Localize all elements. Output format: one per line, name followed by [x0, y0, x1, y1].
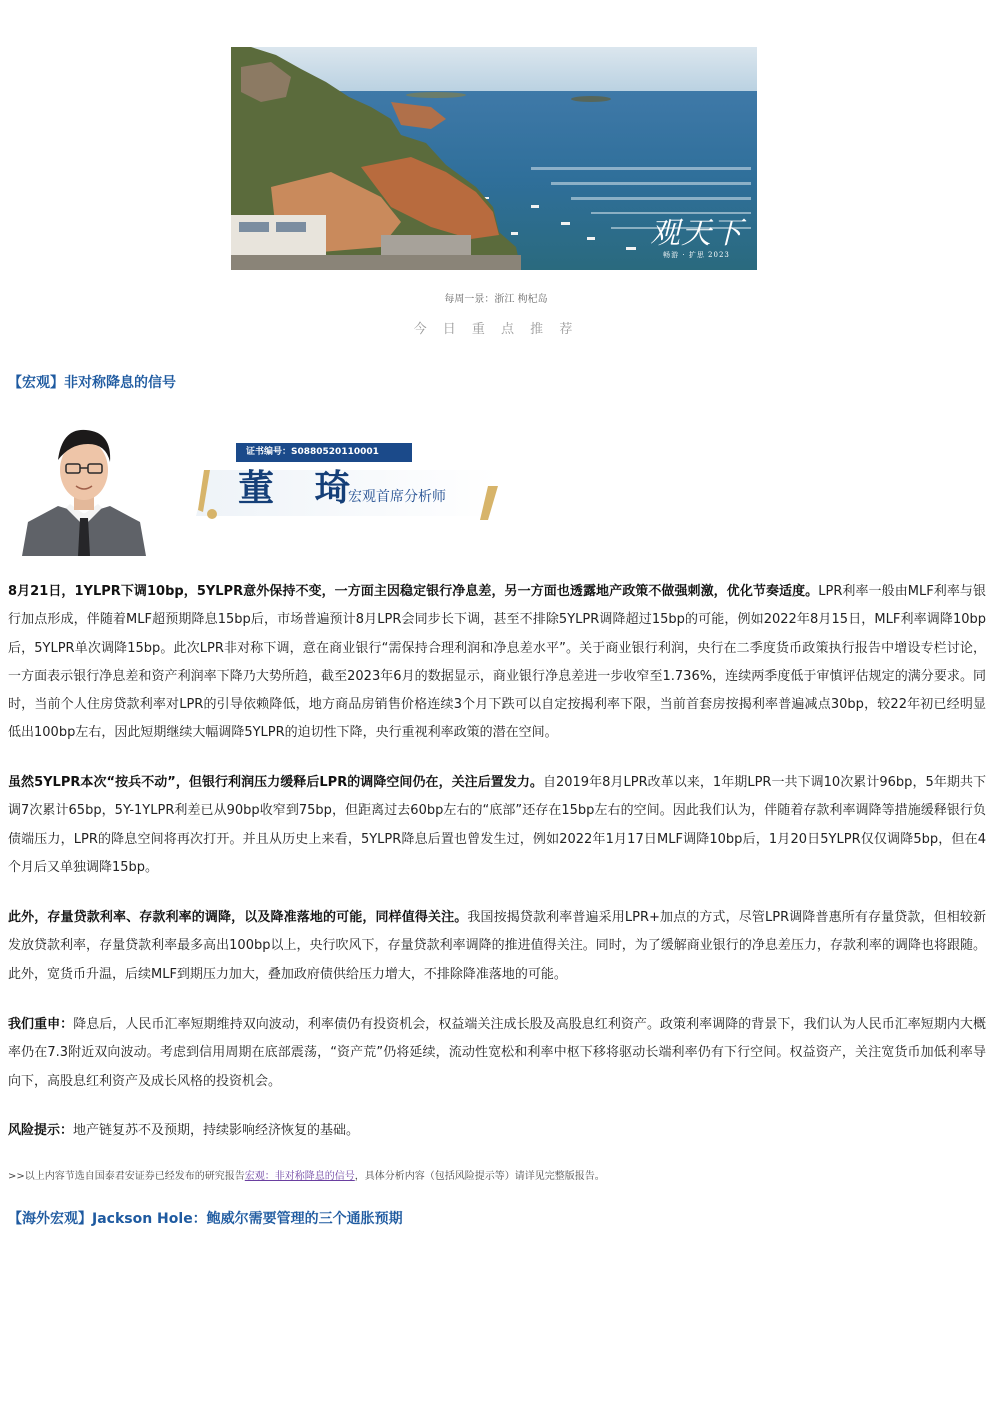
brand-title: 观天下 — [650, 216, 743, 251]
source-note-suffix: ，具体分析内容（包括风险提示等）请详见完整版报告。 — [354, 1171, 605, 1182]
paragraph-lead: 风险提示： — [8, 1123, 74, 1138]
image-caption: 每周一景：浙江 枸杞岛 — [444, 294, 548, 305]
certificate-number-tag: 证书编号：S0880520110001 — [236, 443, 412, 462]
paragraph-risk — [8, 1117, 986, 1145]
paragraph-body: 自2019年8月LPR改革以来，1年期LPR一共下调10次累计96bp，5年期共下调7次累计65bp，5Y-1YLPR利差已从90bp收窄到75bp，但距离过去60bp左右的“底部”还存在15bp左右的空间。因此我们认为，伴随着存款利率调降等措施缓释银行负债端压力，LPR的降息空间将再次打开。并且从历史上来看，5YLPR降息后置也曾发生过，例如2022年1月17日MLF调降10bp后，1月20日5YLPR仅仅调降5bp，但在4个月后又单独调降15bp。 — [8, 775, 986, 875]
analyst-portrait — [18, 414, 150, 556]
paragraph-lead: 此外，存量贷款利率、存款利率的调降，以及降准落地的可能，同样值得关注。 — [8, 910, 468, 925]
report-link[interactable]: 宏观：非对称降息的信号 — [244, 1171, 355, 1182]
paragraph-3 — [8, 904, 986, 989]
paragraph-lead: 我们重申： — [8, 1017, 74, 1032]
analyst-name: 董 琦 — [238, 467, 365, 509]
paragraph-2 — [8, 769, 986, 882]
brand-subtitle: 畅游 · 扩思 2023 — [663, 251, 730, 259]
paragraph-body: 地产链复苏不及预期，持续影响经济恢复的基础。 — [73, 1123, 360, 1138]
paragraph-body: 降息后，人民币汇率短期维持双向波动，利率债仍有投资机会，权益端关注成长股及高股息红利资产。政策利率调降的背景下，我们认为人民币汇率短期内大概率仍在7.3附近双向波动。考虑到信用周期在底部震荡，“资产荒”仍将延续，流动性宽松和利率中枢下移将驱动长端利率仍有下行空间。权益资产，关注宽货币加低利率导向下，高股息红利资产及成长风格的投资机会。 — [8, 1017, 986, 1089]
article-title[interactable]: 【宏观】非对称降息的信号 — [8, 375, 176, 391]
paragraph-body: LPR利率一般由MLF利率与银行加点形成，伴随着MLF超预期降息15bp后，市场普遍预计8月LPR会同步长下调，甚至不排除5YLPR调降超过15bp的可能，例如2022年8月15日，MLF利率调降10bp后，5YLPR单次调降15bp。此次LPR非对称下调，意在商业银行“需保持合理利润和净息差水平”。关于商业银行利润，央行在二季度货币政策执行报告中增设专栏讨论，一方面表示银行净息差和资产利润率下降乃大势所趋，截至2023年6月的数据显示，商业银行净息差进一步收窄至1.736%，连续两季度低于审慎评估规定的满分要求。同时，当前个人住房贷款利率对LPR的引导依赖降低，地方商品房销售价格连续3个月下跌可以自定按揭利率下限，当前首套房按揭利率普遍减点30bp，较22年初已经明显低出100bp左右，因此短期继续大幅调降5YLPR的迫切性下降，央行重视利率政策的潜在空间。 — [8, 584, 986, 741]
analyst-role: 宏观首席分析师 — [348, 489, 446, 505]
paragraph-1 — [8, 578, 986, 748]
article-title-2[interactable]: 【海外宏观】Jackson Hole：鲍威尔需要管理的三个通胀预期 — [8, 1211, 403, 1227]
paragraph-body: 我国按揭贷款利率普遍采用LPR+加点的方式，尽管LPR调降普惠所有存量贷款，但相较新发放贷款利率，存量贷款利率最多高出100bp以上，央行吹风下，存量贷款利率调降的推进值得关注。同时，为了缓解商业银行的净息差压力，存款利率的调降也将跟随。此外，宽货币升温，后续MLF到期压力加大，叠加政府债供给压力增大，不排除降准落地的可能。 — [8, 910, 986, 982]
hero-brand-watermark — [650, 218, 743, 260]
paragraph-lead: 虽然5YLPR本次“按兵不动”，但银行利润压力缓释后LPR的调降空间仍在，关注后置发力。 — [8, 775, 543, 790]
source-note — [8, 1167, 986, 1182]
source-note-prefix: >>以上内容节选自国泰君安证券已经发布的研究报告 — [8, 1171, 245, 1182]
paragraph-4 — [8, 1011, 986, 1096]
hero-image — [231, 47, 757, 270]
recommend-label: 今 日 重 点 推 荐 — [413, 322, 579, 337]
paragraph-lead: 8月21日，1YLPR下调10bp，5YLPR意外保持不变，一方面主因稳定银行净息差，另一方面也透露地产政策不做强刺激，优化节奏适度。 — [8, 584, 819, 599]
